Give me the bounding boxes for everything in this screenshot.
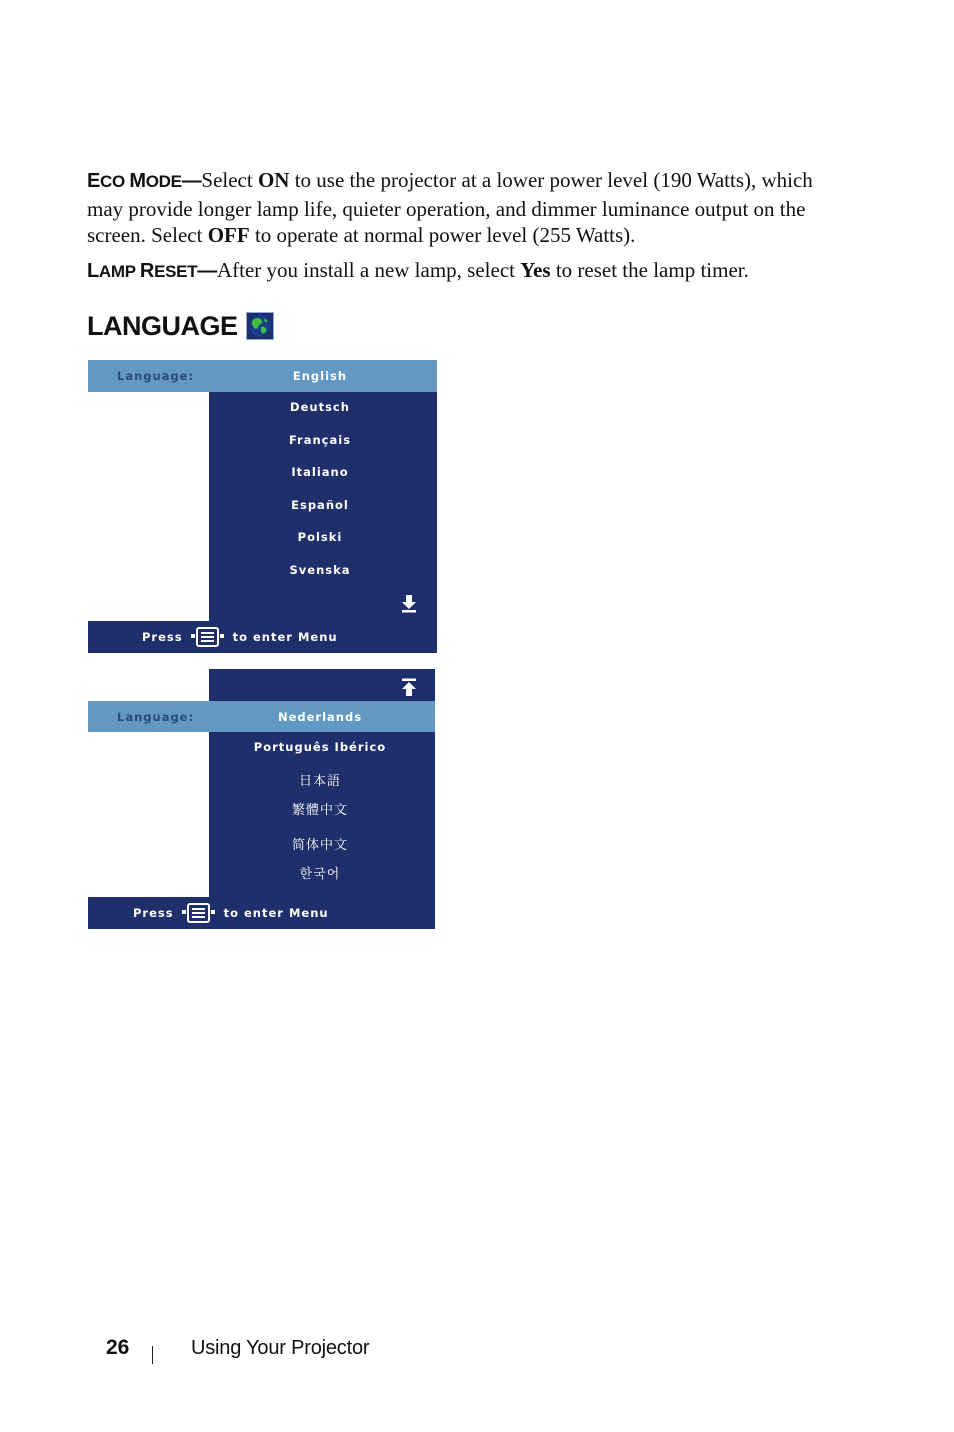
menu-footer	[88, 621, 437, 653]
selected-language: Nederlands	[277, 709, 363, 724]
footer-enter-menu-text: to enter Menu	[232, 630, 338, 644]
footer-press-text: Press	[133, 906, 174, 920]
language-option[interactable]: 日本語	[298, 774, 341, 789]
menu-footer	[88, 897, 435, 929]
chapter-title: Using Your Projector	[191, 1337, 370, 1359]
arrow-up-icon[interactable]	[401, 678, 417, 696]
page-number: 26	[106, 1336, 130, 1359]
globe-icon	[246, 312, 274, 340]
language-selection-bar[interactable]	[88, 360, 437, 392]
language-menu-page-1	[88, 360, 437, 653]
footer-enter-menu-text: to enter Menu	[223, 906, 329, 920]
language-option[interactable]: Português Ibérico	[253, 740, 387, 754]
lamp-reset-paragraph: LAMP RESET—After you install a new lamp, select Yes to reset the lamp timer.	[87, 258, 749, 282]
footer-separator	[152, 1346, 153, 1364]
arrow-down-icon[interactable]	[401, 595, 417, 613]
language-option[interactable]: Svenska	[289, 563, 351, 577]
menu-button-icon	[182, 903, 216, 923]
language-label: Language:	[117, 709, 195, 724]
language-option[interactable]: 简体中文	[291, 838, 348, 853]
eco-mode-paragraph: ECO MODE—Select ON to use the projector at a lower power level (190 Watts), which may provide longer lamp life, quieter operation, and dimmer luminance output on the screen. Select OFF to operate at normal power level (255 Watts).	[87, 168, 813, 247]
language-option[interactable]: Français	[288, 433, 352, 447]
language-heading	[87, 308, 274, 344]
menu-button-icon	[191, 627, 225, 647]
language-option[interactable]: 繁體中文	[291, 803, 348, 818]
language-option[interactable]: Italiano	[291, 465, 349, 479]
language-option[interactable]: Deutsch	[290, 400, 350, 414]
eco-mode-term: ECO MODE—	[87, 170, 202, 192]
section-title: LANGUAGE	[87, 310, 238, 341]
footer-press-text: Press	[142, 630, 183, 644]
language-selection-bar[interactable]	[88, 701, 435, 732]
language-option[interactable]: Polski	[297, 530, 343, 544]
lamp-reset-term: LAMP RESET—	[87, 260, 217, 282]
language-option[interactable]: 한국어	[299, 867, 341, 882]
selected-language: English	[292, 369, 348, 383]
language-label: Language:	[117, 369, 195, 383]
language-option[interactable]: Español	[291, 498, 349, 512]
language-menu-page-2	[88, 669, 435, 929]
